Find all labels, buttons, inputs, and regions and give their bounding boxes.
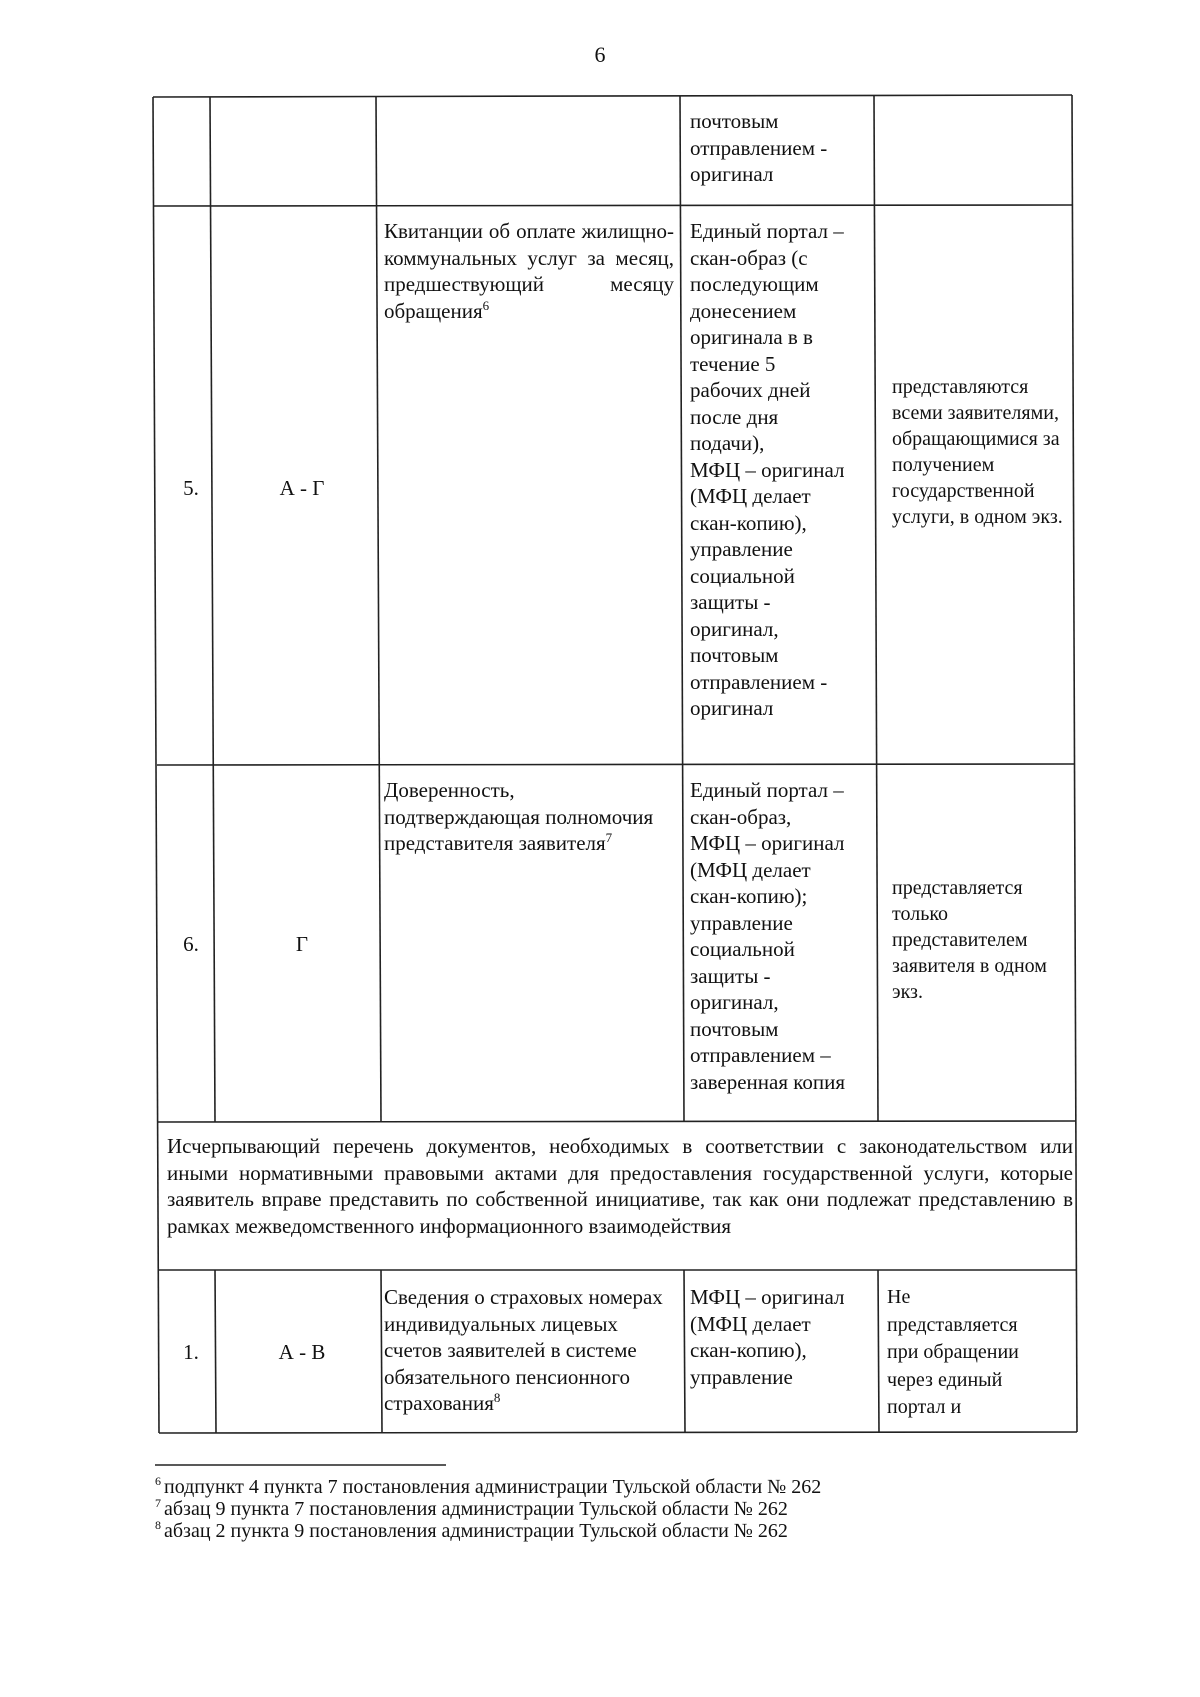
delivery-line: почтовым bbox=[690, 1016, 779, 1041]
delivery-line: оригинала в в bbox=[690, 325, 813, 349]
delivery-line: Единый портал – bbox=[690, 778, 844, 802]
delivery-line: скан-образ (с bbox=[690, 245, 808, 270]
row5-footnote-ref: 6 bbox=[482, 297, 490, 313]
footnotes bbox=[155, 1476, 821, 1542]
delivery-line: (МФЦ делает bbox=[690, 857, 811, 882]
delivery-line: после дня bbox=[690, 404, 779, 429]
delivery-line: защиты - bbox=[690, 590, 771, 614]
delivery-line: (МФЦ делает bbox=[690, 1311, 811, 1336]
delivery-line: МФЦ – оригинал bbox=[690, 457, 845, 482]
delivery-line: социальной bbox=[690, 937, 795, 961]
row1-footnote-ref: 8 bbox=[493, 1390, 501, 1405]
note-line: портал и bbox=[887, 1396, 962, 1418]
footnote-text: абзац 2 пункта 9 постановления администрации Тульской области № 262 bbox=[164, 1520, 788, 1542]
delivery-line: оригинал bbox=[690, 162, 774, 186]
row5-document-text: Квитанции об оплате жилищно-коммунальных услуг за месяц, предшествующий месяцу обращения bbox=[384, 219, 674, 323]
delivery-line: оригинал, bbox=[690, 616, 779, 641]
note-line: представляется bbox=[887, 1313, 1018, 1336]
delivery-line: скан-образ, bbox=[690, 804, 792, 829]
delivery-line: скан-копию), bbox=[690, 510, 807, 535]
delivery-line: (МФЦ делает bbox=[690, 484, 811, 508]
delivery-line: отправлением - bbox=[690, 135, 828, 160]
delivery-line: отправлением - bbox=[690, 669, 828, 694]
footnote-text: подпункт 4 пункта 7 постановления администрации Тульской области № 262 bbox=[164, 1476, 822, 1498]
delivery-line: социальной bbox=[690, 563, 795, 588]
row1-category: А - В bbox=[278, 1340, 326, 1364]
row5-category: А - Г bbox=[279, 476, 325, 500]
row6-number: 6. bbox=[183, 932, 199, 956]
note-line: через единый bbox=[887, 1368, 1003, 1391]
footnote bbox=[155, 1498, 821, 1520]
row6-note: представляется только представителем заявителя в одном экз. bbox=[892, 877, 1047, 1003]
delivery-line: управление bbox=[690, 910, 793, 935]
delivery-line: заверенная копия bbox=[690, 1069, 846, 1094]
delivery-line: донесением bbox=[690, 298, 797, 323]
delivery-line: скан-копию); bbox=[690, 884, 808, 908]
row6-footnote-ref: 7 bbox=[605, 830, 613, 845]
footnote-mark: 6 bbox=[155, 1474, 161, 1489]
delivery-line: оригинал, bbox=[690, 990, 779, 1014]
page-number: 6 bbox=[594, 42, 606, 67]
delivery-line: почтовым bbox=[690, 109, 779, 133]
note-line: при обращении bbox=[887, 1341, 1019, 1363]
footnote-mark: 8 bbox=[155, 1518, 161, 1533]
note-line: Не bbox=[887, 1286, 911, 1308]
delivery-line: течение 5 bbox=[690, 351, 776, 376]
delivery-line: Единый портал – bbox=[690, 219, 844, 243]
delivery-line: подачи), bbox=[690, 431, 765, 455]
delivery-line: рабочих дней bbox=[690, 378, 811, 402]
row5-note: представляются всеми заявителями, обращающимися за получением государственной услуги, в одном экз. bbox=[892, 376, 1063, 528]
footnote bbox=[155, 1476, 821, 1498]
delivery-line: МФЦ – оригинал bbox=[690, 831, 845, 855]
row1-document-text: Сведения о страховых номерах индивидуальных лицевых счетов заявителей в системе обязательного пенсионного страхования bbox=[384, 1285, 663, 1415]
row1-number: 1. bbox=[183, 1340, 199, 1364]
delivery-line: управление bbox=[690, 537, 793, 561]
footnote bbox=[155, 1520, 821, 1542]
row6-document-text: Доверенность, подтверждающая полномочия представителя заявителя bbox=[384, 778, 654, 855]
delivery-line: отправлением – bbox=[690, 1043, 831, 1067]
section-header: Исчерпывающий перечень документов, необходимых в соответствии с законодательством или иными нормативными правовыми актами для предоставления государственной услуги, которые заявитель вправе представить по собственной инициативе, так как они подлежат представлению в рамках межведомственного информационного взаимодействия bbox=[167, 1134, 1073, 1238]
delivery-line: оригинал bbox=[690, 696, 774, 720]
row5-number: 5. bbox=[183, 476, 199, 500]
delivery-line: почтовым bbox=[690, 643, 779, 667]
row6-category: Г bbox=[295, 932, 309, 956]
delivery-line: скан-копию), bbox=[690, 1338, 807, 1362]
delivery-line: защиты - bbox=[690, 963, 771, 988]
delivery-line: МФЦ – оригинал bbox=[690, 1285, 845, 1309]
delivery-line: последующим bbox=[690, 272, 819, 296]
footnote-text: абзац 9 пункта 7 постановления администрации Тульской области № 262 bbox=[164, 1498, 788, 1520]
footnote-mark: 7 bbox=[155, 1496, 161, 1511]
delivery-line: управление bbox=[690, 1364, 793, 1389]
